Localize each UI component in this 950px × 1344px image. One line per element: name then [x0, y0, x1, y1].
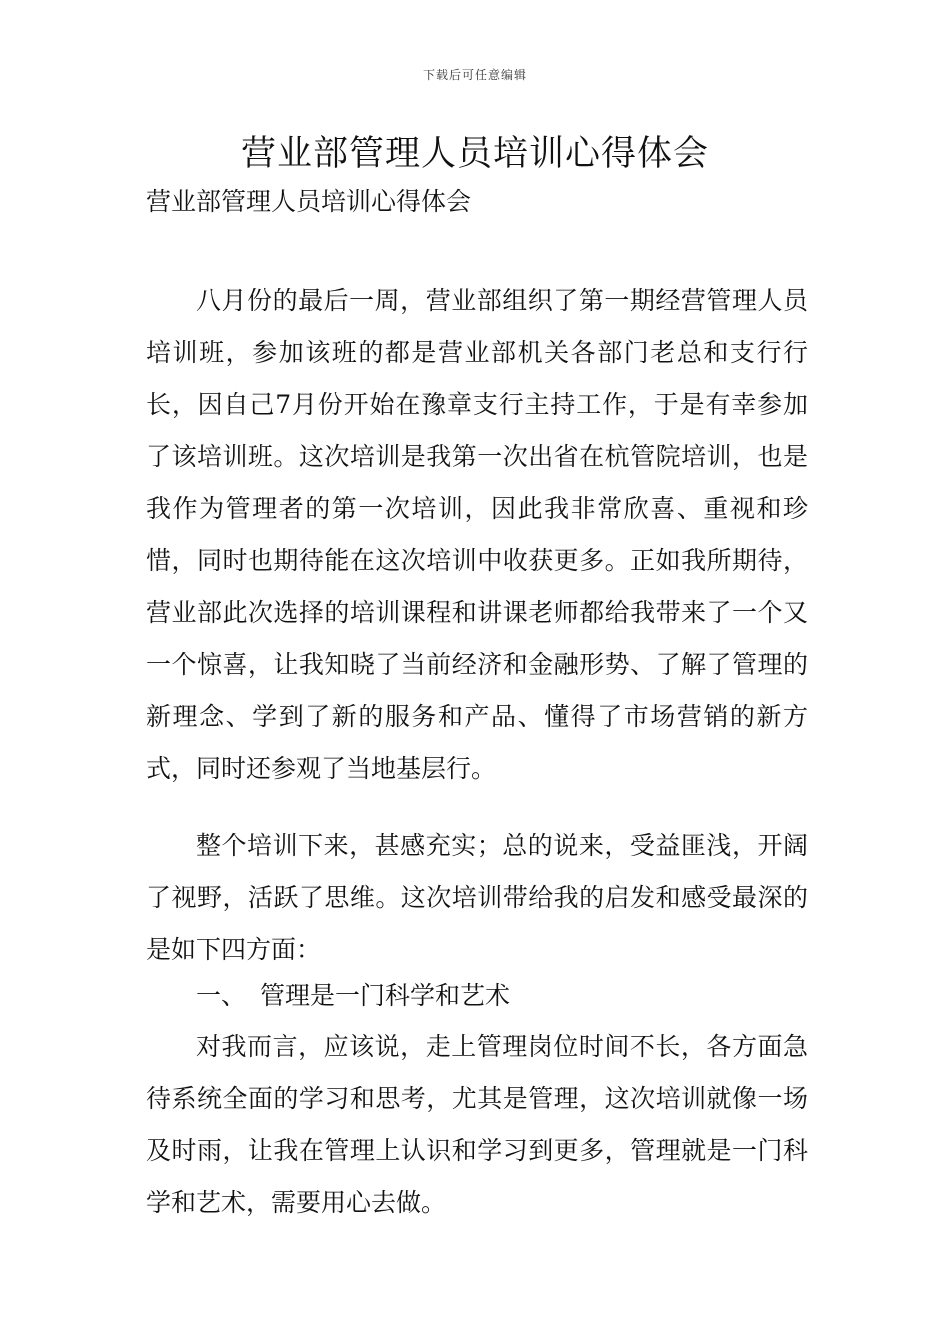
- header-note: 下载后可任意编辑: [422, 68, 527, 82]
- section-heading-text: 管理是一门科学和艺术: [260, 981, 511, 1010]
- section-heading-number: 一、: [196, 981, 247, 1010]
- paragraph-2: 整个培训下来，甚感充实；总的说来，受益匪浅，开阔了视野，活跃了思维。这次培训带给我的启发和感受最深的是如下四方面：: [146, 831, 808, 964]
- paragraph-3: 对我而言，应该说，走上管理岗位时间不长，各方面急待系统全面的学习和思考，尤其是管理，这次培训就像一场及时雨，让我在管理上认识和学习到更多，管理就是一门科学和艺术，需要用心去做。: [146, 1032, 808, 1217]
- paragraph-1: 八月份的最后一周，营业部组织了第一期经营管理人员培训班，参加该班的都是营业部机关各部门老总和支行行长，因自己7月份开始在豫章支行主持工作，于是有幸参加了该培训班。这次培训是我第一次出省在杭管院培训，也是我作为管理者的第一次培训，因此我非常欣喜、重视和珍惜，同时也期待能在这次培训中收获更多。正如我所期待，营业部此次选择的培训课程和讲课老师都给我带来了一个又一个惊喜，让我知晓了当前经济和金融形势、了解了管理的新理念、学到了新的服务和产品、懂得了市场营销的新方式，同时还参观了当地基层行。: [146, 286, 808, 783]
- document-title: 营业部管理人员培训心得体会: [240, 134, 709, 174]
- document-subtitle: 营业部管理人员培训心得体会: [146, 187, 472, 216]
- section-heading-1: [196, 970, 510, 1022]
